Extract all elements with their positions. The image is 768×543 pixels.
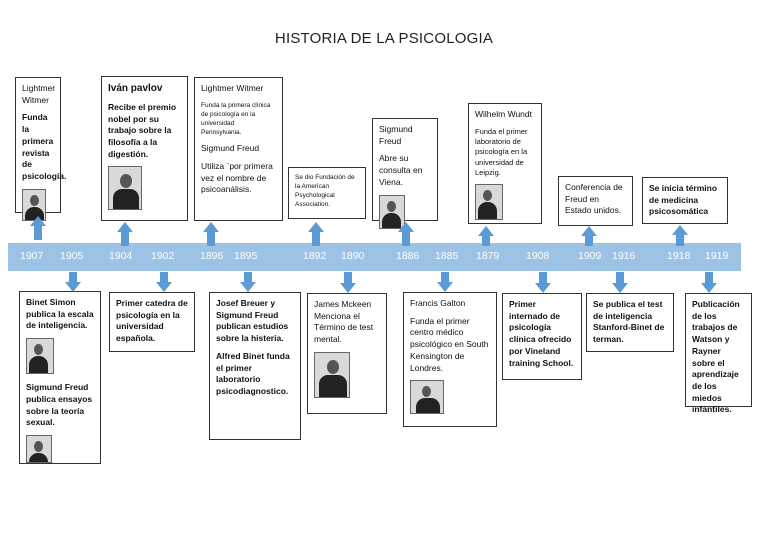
up-arrow-icon [117,222,133,246]
down-arrow-icon [65,272,81,292]
up-arrow-icon [30,216,46,240]
event-text: Recibe el premio nobel por su trabajo sobre la filosofía a la digestión. [108,101,177,159]
year-label: 1905 [60,250,84,262]
down-arrow-icon [701,272,717,293]
event-text: Utiliza ¨por primera vez el nombre de psicoanálisis. [201,160,273,195]
year-label: 1904 [109,250,133,262]
event-text: James Mckeen Menciona el Término de test mental. [314,299,374,345]
event-text: Funda la primera revista de psicología. [22,112,67,182]
event-name: Sigmund Freud [379,124,413,146]
event-text: Funda la primera clínica de psicología en la universidad Pennsylvania. [201,101,271,136]
event-text: Josef Breuer y Sigmund Freud publican estudios sobre la histeria. [216,298,289,344]
event-text: Se publica el test de inteligencia Stanford-Binet de terman. [593,299,665,345]
year-label: 1895 [234,250,258,262]
down-arrow-icon [156,272,172,292]
year-label: 1908 [526,250,550,262]
down-arrow-icon [240,272,256,292]
down-arrow-icon [612,272,628,293]
page-title: HISTORIA DE LA PSICOLOGIA [274,30,494,47]
year-label: 1902 [151,250,175,262]
year-label: 1885 [435,250,459,262]
event-name: Lightmer Witmer [201,83,264,93]
event-text: Alfred Binet funda el primer laboratorio psicodiagnostico. [216,350,290,397]
year-label: 1890 [341,250,365,262]
event-text: Funda el primer laboratorio de psicología en la universidad de Leipzig. [475,126,528,178]
down-arrow-icon [340,272,356,293]
event-text: Sigmund Freud publica ensayos sobre la teoría sexual. [26,382,93,428]
up-arrow-icon [308,222,324,246]
event-name: Iván pavlov [108,83,163,94]
year-label: 1892 [303,250,327,262]
event-text: Funda el primer centro médico psicológico en South Kensington de Londres. [410,315,489,373]
up-arrow-icon [478,226,494,246]
event-text: Primer catedra de psicología en la universidad española. [116,298,188,344]
year-label: 1918 [667,250,691,262]
down-arrow-icon [437,272,453,292]
event-text: Conferencia de Freud en Estado unidos. [565,182,623,216]
up-arrow-icon [203,222,219,246]
up-arrow-icon [398,222,414,246]
event-text: Publicación de los trabajos de Watson y Rayner sobre el aprendizaje de los miedos infantiles. [692,299,740,415]
event-text: Se inicia término de medicina psicosomática [649,183,718,217]
year-label: 1916 [612,250,636,262]
up-arrow-icon [672,225,688,246]
down-arrow-icon [535,272,551,293]
event-text: Binet Simon publica la escala de inteligencia. [26,297,94,331]
year-label: 1896 [200,250,224,262]
event-text: Primer internado de psicología clínica ofrecido por Vineland training School. [509,299,574,368]
year-label: 1907 [20,250,44,262]
event-name: Francis Galton [410,298,466,308]
up-arrow-icon [581,226,597,246]
event-text: Se dio Fundación de la American Psychological Association. [295,174,355,209]
event-name: Wilhelm Wundt [475,109,532,119]
event-name: Sigmund Freud [201,143,260,154]
event-name: Lightmer Witmer [22,83,56,105]
year-label: 1919 [705,250,729,262]
year-label: 1886 [396,250,420,262]
year-label: 1879 [476,250,500,262]
year-label: 1909 [578,250,602,262]
event-text: Abre su consulta en Viena. [379,153,423,187]
arrow-group [30,216,717,293]
